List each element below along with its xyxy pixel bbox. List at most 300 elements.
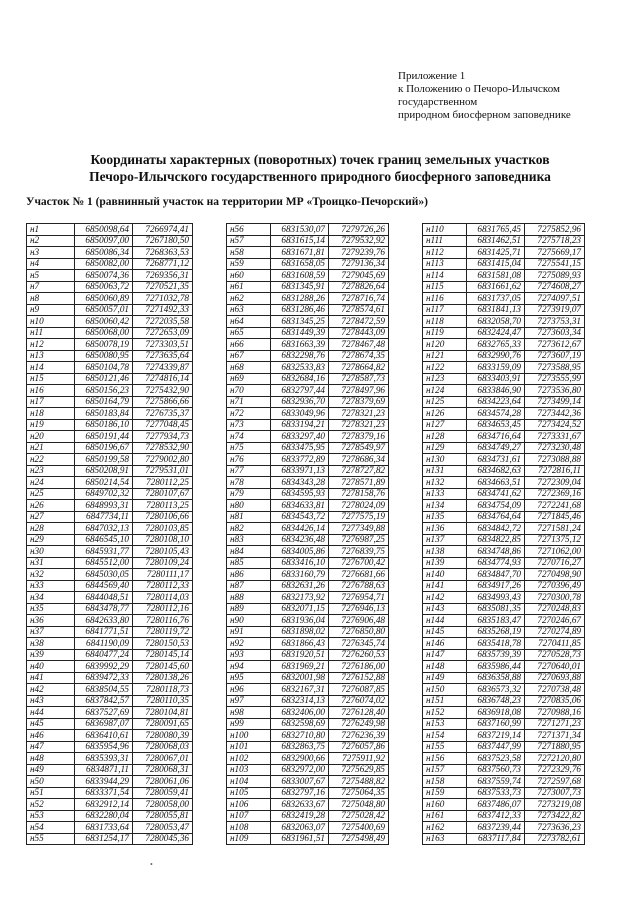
point-label: н66 (227, 339, 271, 351)
x-coordinate: 6832912,14 (75, 799, 133, 811)
table-row (27, 833, 193, 845)
point-label: н155 (423, 741, 467, 753)
x-coordinate: 6834917,26 (467, 580, 525, 592)
y-coordinate: 7272035,58 (133, 316, 193, 328)
y-coordinate: 7278443,09 (329, 327, 389, 339)
point-label: н107 (227, 810, 271, 822)
y-coordinate: 7275669,17 (525, 247, 585, 259)
point-label: н87 (227, 580, 271, 592)
x-coordinate: 6831608,59 (271, 270, 329, 282)
y-coordinate: 7275028,42 (329, 810, 389, 822)
x-coordinate: 6832298,76 (271, 350, 329, 362)
table-row (27, 592, 193, 604)
point-label: н49 (27, 764, 75, 776)
y-coordinate: 7270521,35 (133, 281, 193, 293)
point-label: н13 (27, 350, 75, 362)
point-label: н118 (423, 316, 467, 328)
y-coordinate: 7279239,76 (329, 247, 389, 259)
y-coordinate: 7276735,37 (133, 408, 193, 420)
y-coordinate: 7278571,89 (329, 477, 389, 489)
point-label: н148 (423, 661, 467, 673)
point-label: н80 (227, 500, 271, 512)
point-label: н112 (423, 247, 467, 259)
x-coordinate: 6834716,64 (467, 431, 525, 443)
x-coordinate: 6831345,25 (271, 316, 329, 328)
table-row (27, 626, 193, 638)
table-row (423, 247, 585, 259)
table-row (227, 373, 389, 385)
point-label: н50 (27, 776, 75, 788)
x-coordinate: 6850068,00 (75, 327, 133, 339)
point-label: н56 (227, 224, 271, 236)
point-label: н26 (27, 500, 75, 512)
x-coordinate: 6838504,55 (75, 684, 133, 696)
table-row (227, 557, 389, 569)
point-label: н119 (423, 327, 467, 339)
x-coordinate: 6834871,11 (75, 764, 133, 776)
y-coordinate: 7278574,61 (329, 304, 389, 316)
point-label: н126 (423, 408, 467, 420)
table-row (227, 465, 389, 477)
y-coordinate: 7273607,19 (525, 350, 585, 362)
point-label: н150 (423, 684, 467, 696)
table-row (227, 419, 389, 431)
table-row (227, 408, 389, 420)
y-coordinate: 7279532,92 (329, 235, 389, 247)
y-coordinate: 7273088,88 (525, 454, 585, 466)
x-coordinate: 6844048,51 (75, 592, 133, 604)
x-coordinate: 6834633,81 (271, 500, 329, 512)
point-label: н162 (423, 822, 467, 834)
point-label: н31 (27, 557, 75, 569)
point-label: н123 (423, 373, 467, 385)
table-row (227, 580, 389, 592)
x-coordinate: 6850208,91 (75, 465, 133, 477)
y-coordinate: 7274339,87 (133, 362, 193, 374)
table-row (423, 488, 585, 500)
table-row (27, 316, 193, 328)
point-label: н109 (227, 833, 271, 845)
y-coordinate: 7273230,48 (525, 442, 585, 454)
table-row (27, 707, 193, 719)
document-title (20, 151, 620, 185)
y-coordinate: 7275852,96 (525, 224, 585, 236)
x-coordinate: 6831286,46 (271, 304, 329, 316)
x-coordinate: 6831920,51 (271, 649, 329, 661)
y-coordinate: 7278158,76 (329, 488, 389, 500)
table-row (227, 235, 389, 247)
x-coordinate: 6837560,73 (467, 764, 525, 776)
table-row (27, 580, 193, 592)
y-coordinate: 7278321,23 (329, 419, 389, 431)
y-coordinate: 7278674,35 (329, 350, 389, 362)
table-row (423, 718, 585, 730)
y-coordinate: 7280118,73 (133, 684, 193, 696)
point-label: н29 (27, 534, 75, 546)
x-coordinate: 6850214,54 (75, 477, 133, 489)
point-label: н52 (27, 799, 75, 811)
table-row (423, 304, 585, 316)
y-coordinate: 7270716,27 (525, 557, 585, 569)
x-coordinate: 6837160,99 (467, 718, 525, 730)
table-row (27, 557, 193, 569)
x-coordinate: 6850156,23 (75, 385, 133, 397)
point-label: н149 (423, 672, 467, 684)
x-coordinate: 6837559,74 (467, 776, 525, 788)
table-row (423, 546, 585, 558)
y-coordinate: 7276260,53 (329, 649, 389, 661)
point-label: н154 (423, 730, 467, 742)
appendix-note (398, 70, 628, 122)
point-label: н34 (27, 592, 75, 604)
point-label: н18 (27, 408, 75, 420)
x-coordinate: 6834426,14 (271, 523, 329, 535)
point-label: н54 (27, 822, 75, 834)
table-row (423, 327, 585, 339)
point-label: н4 (27, 258, 75, 270)
x-coordinate: 6834663,51 (467, 477, 525, 489)
point-label: н92 (227, 638, 271, 650)
point-label: н40 (27, 661, 75, 673)
x-coordinate: 6832797,44 (271, 385, 329, 397)
point-label: н43 (27, 695, 75, 707)
table-row (423, 500, 585, 512)
x-coordinate: 6831961,51 (271, 833, 329, 845)
point-label: н25 (27, 488, 75, 500)
table-row (27, 465, 193, 477)
y-coordinate: 7274097,51 (525, 293, 585, 305)
y-coordinate: 7267180,50 (133, 235, 193, 247)
x-coordinate: 6837523,58 (467, 753, 525, 765)
point-label: н134 (423, 500, 467, 512)
table-row (227, 477, 389, 489)
point-label: н44 (27, 707, 75, 719)
y-coordinate: 7273782,61 (525, 833, 585, 845)
point-label: н84 (227, 546, 271, 558)
y-coordinate: 7279136,34 (329, 258, 389, 270)
y-coordinate: 7278716,74 (329, 293, 389, 305)
table-row (423, 511, 585, 523)
x-coordinate: 6831663,39 (271, 339, 329, 351)
x-coordinate: 6835393,31 (75, 753, 133, 765)
x-coordinate: 6832406,00 (271, 707, 329, 719)
x-coordinate: 6833944,29 (75, 776, 133, 788)
y-coordinate: 7278826,64 (329, 281, 389, 293)
y-coordinate: 7272120,80 (525, 753, 585, 765)
point-label: н20 (27, 431, 75, 443)
point-label: н144 (423, 615, 467, 627)
y-coordinate: 7272816,11 (525, 465, 585, 477)
x-coordinate: 6850191,44 (75, 431, 133, 443)
y-coordinate: 7273331,67 (525, 431, 585, 443)
x-coordinate: 6832058,70 (467, 316, 525, 328)
table-row (423, 293, 585, 305)
x-coordinate: 6832071,15 (271, 603, 329, 615)
x-coordinate: 6850063,72 (75, 281, 133, 293)
table-row (423, 615, 585, 627)
table-row (27, 672, 193, 684)
point-label: н141 (423, 580, 467, 592)
table-row (423, 753, 585, 765)
x-coordinate: 6833971,13 (271, 465, 329, 477)
point-label: н86 (227, 569, 271, 581)
y-coordinate: 7271845,46 (525, 511, 585, 523)
table-row (27, 603, 193, 615)
point-label: н159 (423, 787, 467, 799)
point-label: н19 (27, 419, 75, 431)
table-row (27, 258, 193, 270)
point-label: н100 (227, 730, 271, 742)
x-coordinate: 6834223,64 (467, 396, 525, 408)
table-row (227, 787, 389, 799)
y-coordinate: 7276249,98 (329, 718, 389, 730)
y-coordinate: 7276788,63 (329, 580, 389, 592)
point-label: н98 (227, 707, 271, 719)
point-label: н14 (27, 362, 75, 374)
x-coordinate: 6834749,27 (467, 442, 525, 454)
table-row (27, 385, 193, 397)
table-row (423, 603, 585, 615)
table-row (423, 408, 585, 420)
x-coordinate: 6850164,79 (75, 396, 133, 408)
x-coordinate: 6832424,47 (467, 327, 525, 339)
point-label: н90 (227, 615, 271, 627)
y-coordinate: 7270528,73 (525, 649, 585, 661)
y-coordinate: 7273635,64 (133, 350, 193, 362)
point-label: н156 (423, 753, 467, 765)
point-label: н74 (227, 431, 271, 443)
point-label: н61 (227, 281, 271, 293)
point-label: н94 (227, 661, 271, 673)
y-coordinate: 7275488,82 (329, 776, 389, 788)
table-row (423, 580, 585, 592)
x-coordinate: 6834682,63 (467, 465, 525, 477)
table-row (423, 396, 585, 408)
x-coordinate: 6831898,02 (271, 626, 329, 638)
y-coordinate: 7272329,76 (525, 764, 585, 776)
x-coordinate: 6850080,95 (75, 350, 133, 362)
table-row (423, 592, 585, 604)
x-coordinate: 6841771,51 (75, 626, 133, 638)
table-row (423, 626, 585, 638)
point-label: н120 (423, 339, 467, 351)
x-coordinate: 6831765,45 (467, 224, 525, 236)
x-coordinate: 6833049,96 (271, 408, 329, 420)
point-label: н97 (227, 695, 271, 707)
y-coordinate: 7279045,69 (329, 270, 389, 282)
x-coordinate: 6834847,70 (467, 569, 525, 581)
point-label: н127 (423, 419, 467, 431)
x-coordinate: 6832631,26 (271, 580, 329, 592)
point-label: н28 (27, 523, 75, 535)
point-label: н23 (27, 465, 75, 477)
y-coordinate: 7270988,16 (525, 707, 585, 719)
y-coordinate: 7270248,83 (525, 603, 585, 615)
point-label: н73 (227, 419, 271, 431)
point-label: н59 (227, 258, 271, 270)
table-row (423, 270, 585, 282)
point-label: н70 (227, 385, 271, 397)
x-coordinate: 6850078,19 (75, 339, 133, 351)
point-label: н122 (423, 362, 467, 374)
y-coordinate: 7276946,13 (329, 603, 389, 615)
table-row (227, 776, 389, 788)
point-label: н91 (227, 626, 271, 638)
y-coordinate: 7280067,01 (133, 753, 193, 765)
x-coordinate: 6834993,43 (467, 592, 525, 604)
x-coordinate: 6831866,43 (271, 638, 329, 650)
x-coordinate: 6833403,91 (467, 373, 525, 385)
x-coordinate: 6832990,76 (467, 350, 525, 362)
y-coordinate: 7270738,48 (525, 684, 585, 696)
point-label: н82 (227, 523, 271, 535)
point-label: н22 (27, 454, 75, 466)
table-row (27, 810, 193, 822)
y-coordinate: 7278727,82 (329, 465, 389, 477)
table-row (227, 362, 389, 374)
point-label: н51 (27, 787, 75, 799)
x-coordinate: 6850074,36 (75, 270, 133, 282)
y-coordinate: 7280104,81 (133, 707, 193, 719)
table-row (227, 327, 389, 339)
x-coordinate: 6831936,04 (271, 615, 329, 627)
table-row (27, 431, 193, 443)
point-label: н8 (27, 293, 75, 305)
table-row (227, 247, 389, 259)
x-coordinate: 6833159,09 (467, 362, 525, 374)
point-label: н11 (27, 327, 75, 339)
table-row (227, 741, 389, 753)
point-label: н111 (423, 235, 467, 247)
point-label: н83 (227, 534, 271, 546)
point-label: н24 (27, 477, 75, 489)
x-coordinate: 6831969,21 (271, 661, 329, 673)
x-coordinate: 6836358,88 (467, 672, 525, 684)
y-coordinate: 7280109,24 (133, 557, 193, 569)
table-row (423, 776, 585, 788)
point-label: н130 (423, 454, 467, 466)
y-coordinate: 7280103,85 (133, 523, 193, 535)
y-coordinate: 7280107,67 (133, 488, 193, 500)
y-coordinate: 7271032,78 (133, 293, 193, 305)
y-coordinate: 7276681,66 (329, 569, 389, 581)
x-coordinate: 6846545,10 (75, 534, 133, 546)
table-row (423, 442, 585, 454)
point-label: н104 (227, 776, 271, 788)
x-coordinate: 6832972,00 (271, 764, 329, 776)
point-label: н124 (423, 385, 467, 397)
table-row (227, 833, 389, 845)
x-coordinate: 6850097,00 (75, 235, 133, 247)
table-row (27, 281, 193, 293)
table-row (27, 396, 193, 408)
table-row (227, 626, 389, 638)
y-coordinate: 7273588,95 (525, 362, 585, 374)
table-row (227, 293, 389, 305)
x-coordinate: 6835081,35 (467, 603, 525, 615)
table-row (423, 764, 585, 776)
x-coordinate: 6832765,33 (467, 339, 525, 351)
x-coordinate: 6842633,80 (75, 615, 133, 627)
x-coordinate: 6834748,86 (467, 546, 525, 558)
table-row (423, 523, 585, 535)
point-label: н113 (423, 258, 467, 270)
y-coordinate: 7270274,89 (525, 626, 585, 638)
coordinates-table (226, 223, 389, 845)
table-row (227, 385, 389, 397)
table-row (27, 753, 193, 765)
point-label: н41 (27, 672, 75, 684)
x-coordinate: 6832633,67 (271, 799, 329, 811)
x-coordinate: 6850057,01 (75, 304, 133, 316)
point-label: н157 (423, 764, 467, 776)
x-coordinate: 6835418,78 (467, 638, 525, 650)
point-label: н135 (423, 511, 467, 523)
y-coordinate: 7273424,52 (525, 419, 585, 431)
y-coordinate: 7273555,99 (525, 373, 585, 385)
y-coordinate: 7275064,35 (329, 787, 389, 799)
y-coordinate: 7272309,04 (525, 477, 585, 489)
y-coordinate: 7280059,41 (133, 787, 193, 799)
table-row (27, 523, 193, 535)
table-row (227, 270, 389, 282)
table-row (27, 350, 193, 362)
table-row (227, 718, 389, 730)
table-row (423, 684, 585, 696)
point-label: н106 (227, 799, 271, 811)
y-coordinate: 7274816,14 (133, 373, 193, 385)
table-row (227, 603, 389, 615)
y-coordinate: 7276087,85 (329, 684, 389, 696)
y-coordinate: 7273636,23 (525, 822, 585, 834)
point-label: н153 (423, 718, 467, 730)
point-label: н89 (227, 603, 271, 615)
table-row (227, 707, 389, 719)
table-row (227, 672, 389, 684)
x-coordinate: 6839472,33 (75, 672, 133, 684)
point-label: н115 (423, 281, 467, 293)
x-coordinate: 6832533,83 (271, 362, 329, 374)
point-label: н5 (27, 270, 75, 282)
point-label: н129 (423, 442, 467, 454)
y-coordinate: 7270246,67 (525, 615, 585, 627)
x-coordinate: 6834731,61 (467, 454, 525, 466)
table-row (27, 293, 193, 305)
x-coordinate: 6831288,26 (271, 293, 329, 305)
table-row (423, 258, 585, 270)
table-row (423, 649, 585, 661)
x-coordinate: 6834741,62 (467, 488, 525, 500)
point-label: н142 (423, 592, 467, 604)
x-coordinate: 6831615,14 (271, 235, 329, 247)
point-label: н158 (423, 776, 467, 788)
table-row (227, 638, 389, 650)
table-row (27, 362, 193, 374)
table-row (27, 224, 193, 236)
table-row (227, 730, 389, 742)
table-row (227, 523, 389, 535)
table-row (27, 776, 193, 788)
table-row (227, 615, 389, 627)
point-label: н105 (227, 787, 271, 799)
point-label: н77 (227, 465, 271, 477)
y-coordinate: 7270693,88 (525, 672, 585, 684)
y-coordinate: 7276236,39 (329, 730, 389, 742)
y-coordinate: 7280112,16 (133, 603, 193, 615)
y-coordinate: 7275498,49 (329, 833, 389, 845)
x-coordinate: 6831415,04 (467, 258, 525, 270)
point-label: н75 (227, 442, 271, 454)
